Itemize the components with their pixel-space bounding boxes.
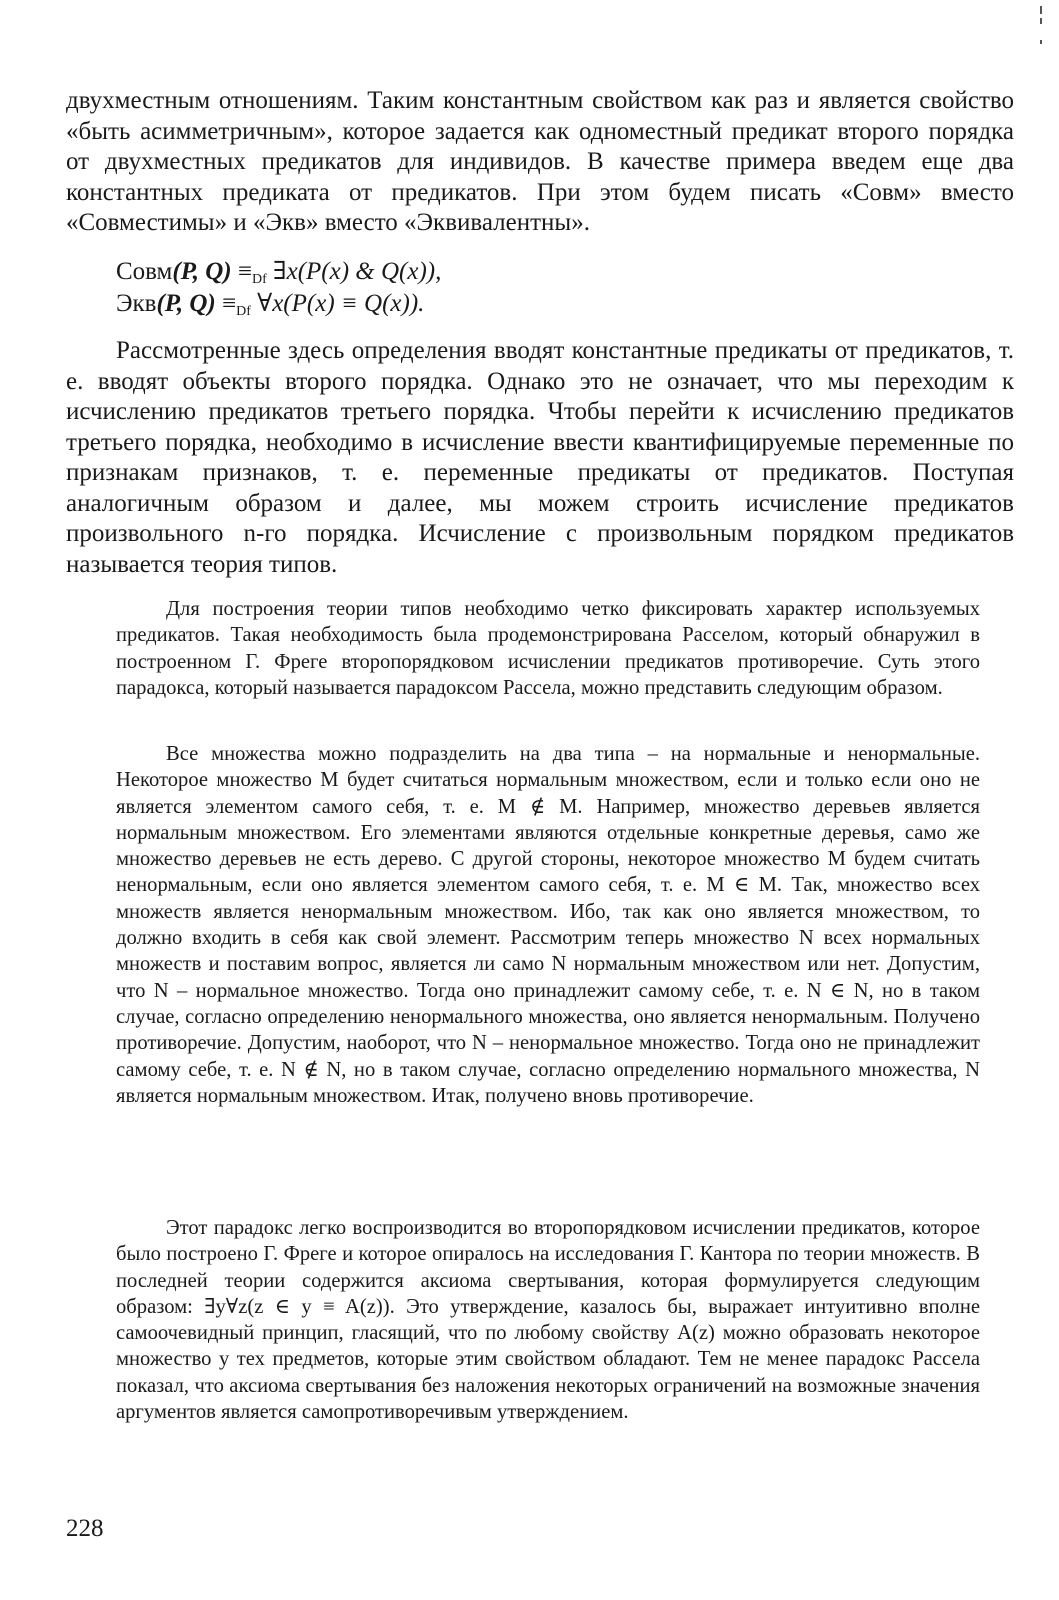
formula-name: Совм xyxy=(116,258,173,285)
formula-df: Df xyxy=(236,304,251,319)
paragraph-russell-intro: Для построения теории типов необходимо четко фиксировать характер используемых предикатов. Такая необходимость была продемонстрирована Расселом, который обнаружил в построенном Г. Фреге второпорядковом исчислении предикатов противоречие. Суть этого парадокса, который называется парадоксом Рассела, можно представить следующим образом. xyxy=(116,598,980,699)
paragraph-types: Рассмотренные здесь определения вводят константные предикаты от предикатов, т. е. вводят объекты второго порядка. Однако это не означает, что мы переходим к исчислению предикатов третьего порядка. Чтобы перейти к исчислению предикатов третьего порядка, необходимо в исчисление ввести квантифицируемые переменные по признакам признаков, т. е. переменные предикаты от предикатов. Поступая аналогичным образом и далее, мы можем строить исчисление предикатов произвольного n-го порядка. Исчисление с произвольным порядком предикатов называется теория типов. xyxy=(66,337,1014,578)
page-number: 228 xyxy=(66,1515,104,1542)
formula-args: (P, Q) xyxy=(156,290,216,317)
formula-body: ∃x(P(x) & Q(x)), xyxy=(266,258,442,285)
formula-args: (P, Q) xyxy=(172,258,232,285)
formula-def-sign: ≡ xyxy=(221,290,237,317)
edge-mark xyxy=(1040,18,1042,24)
formula-body: ∀x(P(x) ≡ Q(x)). xyxy=(250,290,425,317)
formula-def-sign: ≡ xyxy=(237,258,252,285)
formula-ekv xyxy=(116,289,424,319)
edge-mark xyxy=(1040,6,1042,14)
paragraph-intro: двухместным отношениям. Таким константным свойством как раз и является свойство «быть асимметричным», которое задается как одноместный предикат второго порядка от двухместных предикатов для индивидов. В качестве примера введем еще два константных предиката от предикатов. При этом будем писать «Совм» вместо «Совместимы» и «Экв» вместо «Эквивалентны». xyxy=(66,87,1014,236)
formula-df: Df xyxy=(252,272,267,287)
edge-mark xyxy=(1040,40,1042,44)
paragraph-comprehension-axiom: Этот парадокс легко воспроизводится во второпорядковом исчислении предикатов, которое было построено Г. Фреге и которое опиралось на исследования Г. Кантора по теории множеств. В последней теории содержится аксиома свертывания, которая формулируется следующим образом: ∃y∀z(z ∈ y ≡ A(z)). Это утверждение, казалось бы, выражает интуитивно вполне самоочевидный принцип, гласящий, что по любому свойству A(z) можно образовать некоторое множество y тех предметов, которые этим свойством обладают. Тем не менее парадокс Рассела показал, что аксиома свертывания без наложения некоторых ограничений на возможные значения аргументов является самопротиворечивым утверждением. xyxy=(116,1217,980,1424)
paragraph-normal-sets: Все множества можно подразделить на два типа – на нормальные и ненормальные. Некоторое множество M будет считаться нормальным множеством, если и только если оно не является элементом самого себя, т. е. M ∉ M. Например, множество деревьев является нормальным множеством. Его элементами являются отдельные конкретные деревья, само же множество деревьев не есть дерево. С другой стороны, некоторое множество M будем считать ненормальным, если оно является элементом самого себя, т. е. M ∈ M. Так, множество всех множеств является ненормальным множеством. Ибо, так как оно является множеством, то должно входить в себя как свой элемент. Рассмотрим теперь множество N всех нормальных множеств и поставим вопрос, является ли само N нормальным множеством или нет. Допустим, что N – нормальное множество. Тогда оно принадлежит самому себе, т. е. N ∈ N, но в таком случае, согласно определению ненормального множества, оно является ненормальным. Получено противоречие. Допустим, наоборот, что N – ненормальное множество. Тогда оно не принадлежит самому себе, т. е. N ∉ N, но в таком случае, согласно определению нормального множества, N является нормальным множеством. Итак, получено вновь противоречие. xyxy=(116,743,980,1107)
formula-name: Экв xyxy=(116,290,157,317)
formula-sovm xyxy=(116,257,441,287)
